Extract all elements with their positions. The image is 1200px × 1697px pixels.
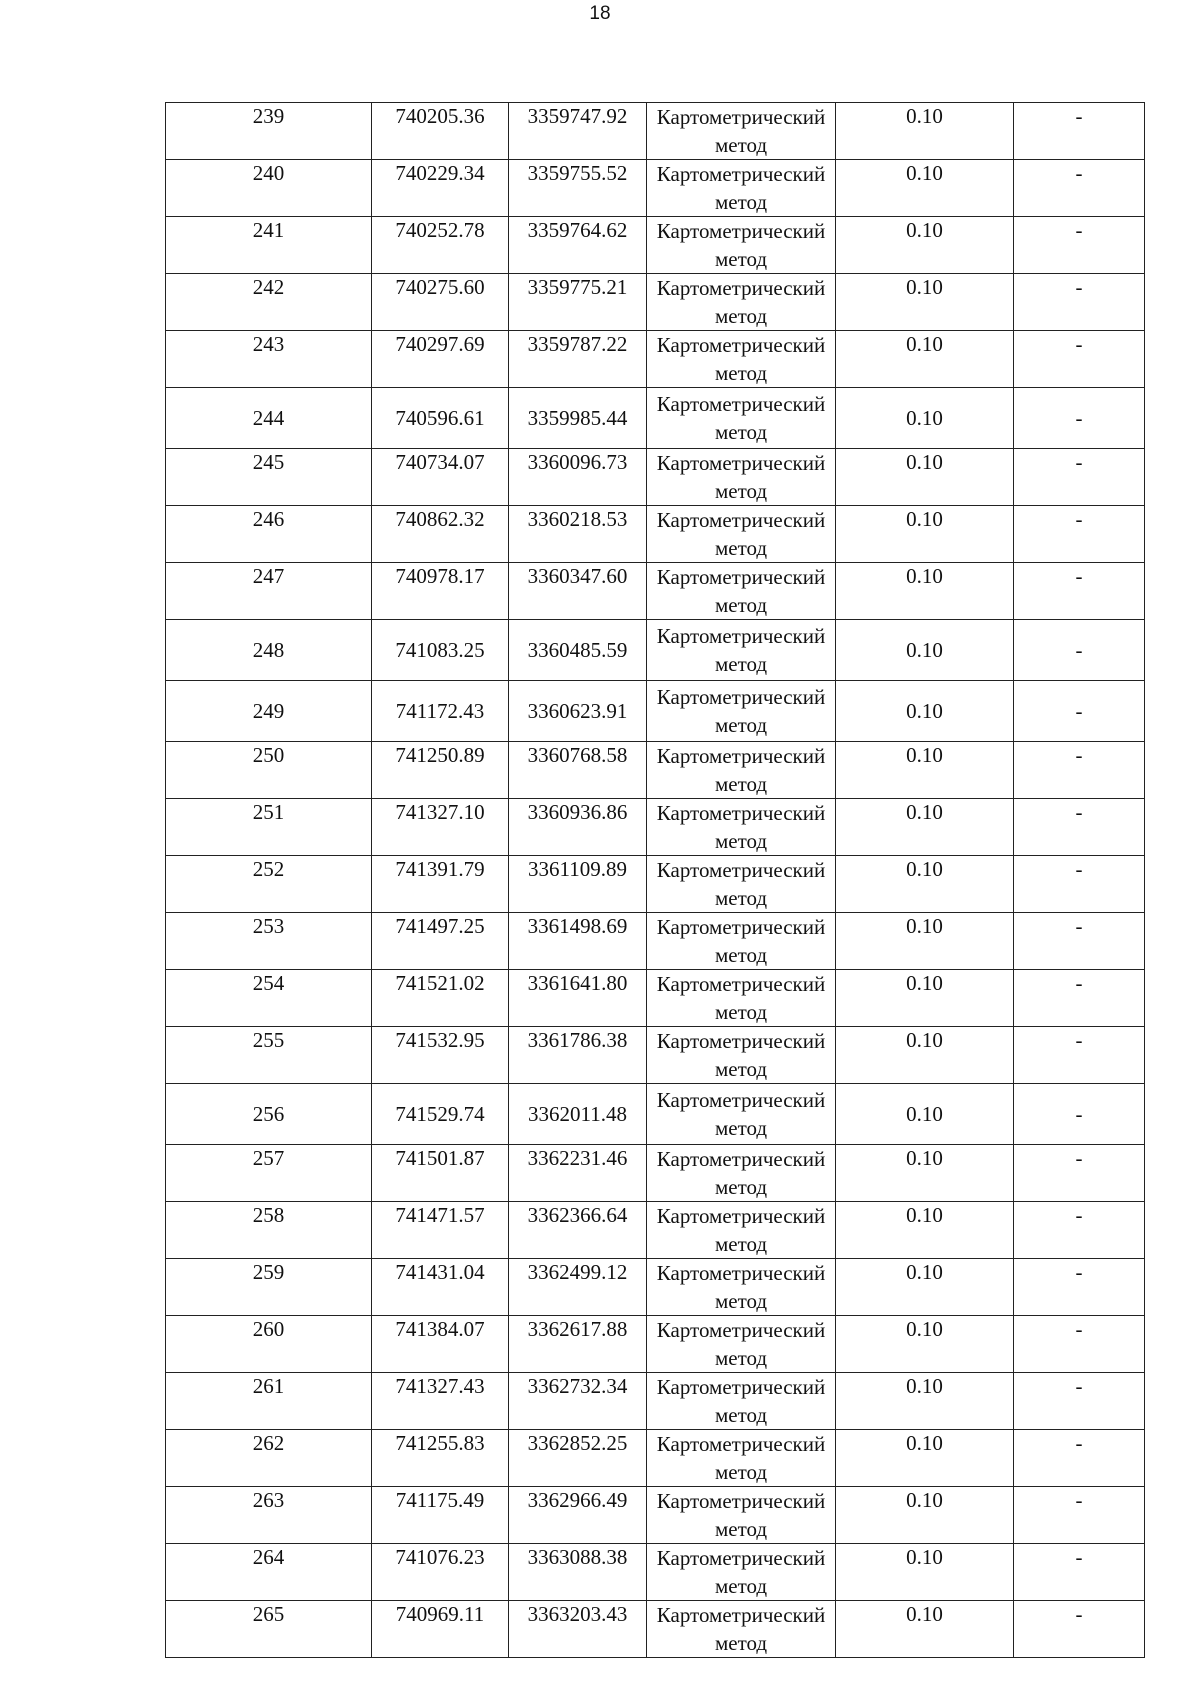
y-coordinate-cell: 3360347.60 [509,563,647,620]
method-cell: Картометрический метод [647,1544,836,1601]
point-number-cell: 245 [166,449,372,506]
note-cell: - [1014,160,1145,217]
x-coordinate-cell: 740734.07 [372,449,509,506]
table-row [166,103,1145,160]
note-cell: - [1014,856,1145,913]
table-row [166,1259,1145,1316]
method-cell: Картометрический метод [647,1373,836,1430]
y-coordinate-cell: 3361498.69 [509,913,647,970]
table-row [166,1430,1145,1487]
accuracy-cell: 0.10 [836,563,1014,620]
method-cell: Картометрический метод [647,1202,836,1259]
point-number-cell: 246 [166,506,372,563]
y-coordinate-cell: 3360485.59 [509,620,647,681]
point-number-cell: 253 [166,913,372,970]
y-coordinate-cell: 3359985.44 [509,388,647,449]
x-coordinate-cell: 740862.32 [372,506,509,563]
table-row [166,1487,1145,1544]
table-row [166,856,1145,913]
note-cell: - [1014,563,1145,620]
point-number-cell: 241 [166,217,372,274]
x-coordinate-cell: 740252.78 [372,217,509,274]
accuracy-cell: 0.10 [836,449,1014,506]
accuracy-cell: 0.10 [836,274,1014,331]
x-coordinate-cell: 741327.43 [372,1373,509,1430]
table-row [166,913,1145,970]
accuracy-cell: 0.10 [836,799,1014,856]
y-coordinate-cell: 3361109.89 [509,856,647,913]
table-row [166,1601,1145,1658]
coordinates-table [165,102,1145,1658]
accuracy-cell: 0.10 [836,388,1014,449]
table-row [166,331,1145,388]
note-cell: - [1014,681,1145,742]
note-cell: - [1014,1544,1145,1601]
accuracy-cell: 0.10 [836,103,1014,160]
y-coordinate-cell: 3360936.86 [509,799,647,856]
x-coordinate-cell: 741327.10 [372,799,509,856]
table-row [166,620,1145,681]
note-cell: - [1014,449,1145,506]
table-row [166,1544,1145,1601]
point-number-cell: 258 [166,1202,372,1259]
y-coordinate-cell: 3362852.25 [509,1430,647,1487]
x-coordinate-cell: 741083.25 [372,620,509,681]
y-coordinate-cell: 3360768.58 [509,742,647,799]
accuracy-cell: 0.10 [836,620,1014,681]
point-number-cell: 259 [166,1259,372,1316]
coordinates-table-body [166,103,1145,1658]
note-cell: - [1014,388,1145,449]
note-cell: - [1014,620,1145,681]
table-row [166,1084,1145,1145]
method-cell: Картометрический метод [647,742,836,799]
note-cell: - [1014,1084,1145,1145]
table-row [166,681,1145,742]
x-coordinate-cell: 741175.49 [372,1487,509,1544]
x-coordinate-cell: 741471.57 [372,1202,509,1259]
note-cell: - [1014,1487,1145,1544]
method-cell: Картометрический метод [647,620,836,681]
accuracy-cell: 0.10 [836,1373,1014,1430]
accuracy-cell: 0.10 [836,1145,1014,1202]
table-row [166,506,1145,563]
accuracy-cell: 0.10 [836,1084,1014,1145]
method-cell: Картометрический метод [647,913,836,970]
point-number-cell: 252 [166,856,372,913]
y-coordinate-cell: 3359787.22 [509,331,647,388]
point-number-cell: 263 [166,1487,372,1544]
note-cell: - [1014,1373,1145,1430]
point-number-cell: 256 [166,1084,372,1145]
accuracy-cell: 0.10 [836,856,1014,913]
point-number-cell: 247 [166,563,372,620]
point-number-cell: 261 [166,1373,372,1430]
method-cell: Картометрический метод [647,1601,836,1658]
x-coordinate-cell: 740978.17 [372,563,509,620]
y-coordinate-cell: 3359747.92 [509,103,647,160]
table-row [166,742,1145,799]
accuracy-cell: 0.10 [836,217,1014,274]
point-number-cell: 240 [166,160,372,217]
y-coordinate-cell: 3362011.48 [509,1084,647,1145]
x-coordinate-cell: 741172.43 [372,681,509,742]
method-cell: Картометрический метод [647,506,836,563]
y-coordinate-cell: 3362732.34 [509,1373,647,1430]
method-cell: Картометрический метод [647,331,836,388]
point-number-cell: 250 [166,742,372,799]
point-number-cell: 244 [166,388,372,449]
y-coordinate-cell: 3363203.43 [509,1601,647,1658]
y-coordinate-cell: 3360218.53 [509,506,647,563]
table-row [166,388,1145,449]
note-cell: - [1014,1601,1145,1658]
point-number-cell: 255 [166,1027,372,1084]
accuracy-cell: 0.10 [836,1487,1014,1544]
x-coordinate-cell: 741501.87 [372,1145,509,1202]
accuracy-cell: 0.10 [836,1027,1014,1084]
y-coordinate-cell: 3359775.21 [509,274,647,331]
point-number-cell: 242 [166,274,372,331]
method-cell: Картометрический метод [647,1259,836,1316]
note-cell: - [1014,742,1145,799]
accuracy-cell: 0.10 [836,1316,1014,1373]
note-cell: - [1014,274,1145,331]
note-cell: - [1014,331,1145,388]
note-cell: - [1014,1145,1145,1202]
table-row [166,160,1145,217]
y-coordinate-cell: 3362499.12 [509,1259,647,1316]
accuracy-cell: 0.10 [836,1430,1014,1487]
method-cell: Картометрический метод [647,1084,836,1145]
x-coordinate-cell: 741497.25 [372,913,509,970]
table-row [166,1316,1145,1373]
x-coordinate-cell: 741384.07 [372,1316,509,1373]
method-cell: Картометрический метод [647,1316,836,1373]
point-number-cell: 264 [166,1544,372,1601]
table-row [166,1027,1145,1084]
note-cell: - [1014,799,1145,856]
point-number-cell: 249 [166,681,372,742]
x-coordinate-cell: 740275.60 [372,274,509,331]
accuracy-cell: 0.10 [836,742,1014,799]
method-cell: Картометрический метод [647,856,836,913]
method-cell: Картометрический метод [647,1487,836,1544]
table-row [166,449,1145,506]
y-coordinate-cell: 3362617.88 [509,1316,647,1373]
method-cell: Картометрический метод [647,1027,836,1084]
point-number-cell: 239 [166,103,372,160]
method-cell: Картометрический метод [647,449,836,506]
x-coordinate-cell: 741391.79 [372,856,509,913]
point-number-cell: 248 [166,620,372,681]
method-cell: Картометрический метод [647,563,836,620]
point-number-cell: 260 [166,1316,372,1373]
point-number-cell: 254 [166,970,372,1027]
x-coordinate-cell: 741255.83 [372,1430,509,1487]
note-cell: - [1014,970,1145,1027]
note-cell: - [1014,1027,1145,1084]
x-coordinate-cell: 741250.89 [372,742,509,799]
x-coordinate-cell: 741431.04 [372,1259,509,1316]
y-coordinate-cell: 3362366.64 [509,1202,647,1259]
page-number: 18 [589,3,611,24]
accuracy-cell: 0.10 [836,1601,1014,1658]
y-coordinate-cell: 3362966.49 [509,1487,647,1544]
x-coordinate-cell: 740969.11 [372,1601,509,1658]
accuracy-cell: 0.10 [836,1544,1014,1601]
accuracy-cell: 0.10 [836,970,1014,1027]
point-number-cell: 243 [166,331,372,388]
accuracy-cell: 0.10 [836,1259,1014,1316]
method-cell: Картометрический метод [647,388,836,449]
note-cell: - [1014,103,1145,160]
point-number-cell: 262 [166,1430,372,1487]
table-row [166,799,1145,856]
x-coordinate-cell: 741076.23 [372,1544,509,1601]
accuracy-cell: 0.10 [836,1202,1014,1259]
x-coordinate-cell: 741521.02 [372,970,509,1027]
table-row [166,1145,1145,1202]
x-coordinate-cell: 740229.34 [372,160,509,217]
x-coordinate-cell: 740596.61 [372,388,509,449]
method-cell: Картометрический метод [647,160,836,217]
accuracy-cell: 0.10 [836,331,1014,388]
method-cell: Картометрический метод [647,799,836,856]
method-cell: Картометрический метод [647,1430,836,1487]
y-coordinate-cell: 3362231.46 [509,1145,647,1202]
note-cell: - [1014,1202,1145,1259]
method-cell: Картометрический метод [647,970,836,1027]
method-cell: Картометрический метод [647,103,836,160]
note-cell: - [1014,1316,1145,1373]
table-row [166,563,1145,620]
y-coordinate-cell: 3359764.62 [509,217,647,274]
method-cell: Картометрический метод [647,1145,836,1202]
x-coordinate-cell: 740205.36 [372,103,509,160]
point-number-cell: 257 [166,1145,372,1202]
accuracy-cell: 0.10 [836,160,1014,217]
accuracy-cell: 0.10 [836,506,1014,563]
point-number-cell: 265 [166,1601,372,1658]
note-cell: - [1014,1430,1145,1487]
y-coordinate-cell: 3359755.52 [509,160,647,217]
note-cell: - [1014,1259,1145,1316]
y-coordinate-cell: 3361641.80 [509,970,647,1027]
y-coordinate-cell: 3360096.73 [509,449,647,506]
y-coordinate-cell: 3360623.91 [509,681,647,742]
point-number-cell: 251 [166,799,372,856]
method-cell: Картометрический метод [647,217,836,274]
y-coordinate-cell: 3361786.38 [509,1027,647,1084]
table-row [166,970,1145,1027]
x-coordinate-cell: 741532.95 [372,1027,509,1084]
method-cell: Картометрический метод [647,274,836,331]
note-cell: - [1014,506,1145,563]
note-cell: - [1014,217,1145,274]
table-row [166,1373,1145,1430]
x-coordinate-cell: 740297.69 [372,331,509,388]
table-row [166,274,1145,331]
table-row [166,217,1145,274]
method-cell: Картометрический метод [647,681,836,742]
table-row [166,1202,1145,1259]
note-cell: - [1014,913,1145,970]
accuracy-cell: 0.10 [836,681,1014,742]
accuracy-cell: 0.10 [836,913,1014,970]
x-coordinate-cell: 741529.74 [372,1084,509,1145]
y-coordinate-cell: 3363088.38 [509,1544,647,1601]
